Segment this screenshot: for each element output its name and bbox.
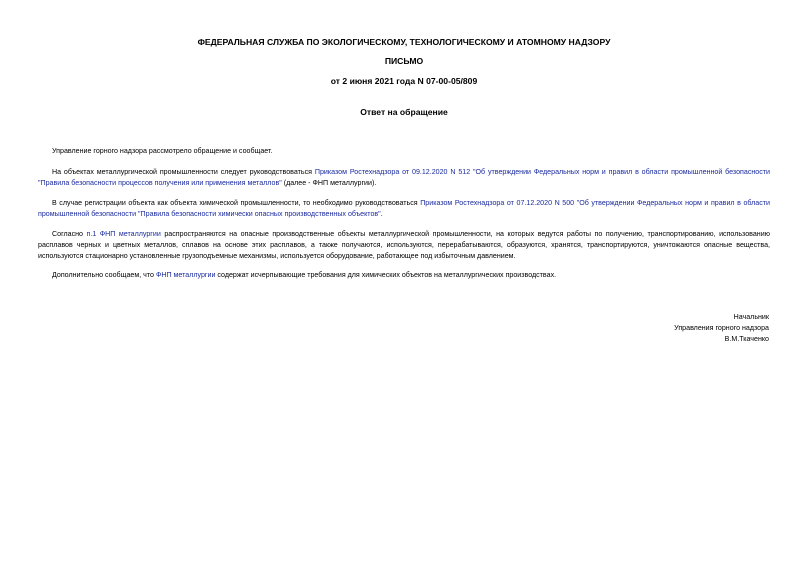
- document-type: ПИСЬМО: [384, 56, 424, 66]
- signature-name: В.М.Ткаченко: [724, 335, 769, 343]
- fnp-metallurgy-link[interactable]: ФНП металлургии: [155, 271, 216, 279]
- paragraph-2: [38, 167, 770, 189]
- paragraph-4: [38, 229, 770, 262]
- fnp-clause-1-link[interactable]: п.1 ФНП металлургии: [86, 230, 161, 238]
- order-500-link[interactable]: Приказом Ростехнадзора от 07.12.2020 N 500 "Об утверждении Федеральных норм и правил в области промышленной безопасности "Правила безопасности химически опасных производственных объектов": [38, 199, 771, 218]
- paragraph-5-before: Дополнительно сообщаем, что: [52, 271, 156, 279]
- paragraph-2-before: На объектах металлургической промышленности следует руководствоваться: [52, 168, 315, 176]
- paragraph-3: [38, 198, 770, 220]
- paragraph-2-after: (далее - ФНП металлургии).: [281, 179, 377, 187]
- order-512-link[interactable]: Приказом Ростехнадзора от 09.12.2020 N 512 "Об утверждении Федеральных норм и правил в области промышленной безопасности "Правила безопасности процессов получения или применения металлов": [38, 168, 770, 187]
- signature-department: Управления горного надзора: [674, 324, 769, 332]
- document-page: [38, 0, 770, 571]
- paragraph-4-after: распространяются на опасные производственные объекты металлургической промышленности, на которых ведутся работы по получению, транспортированию, использованию расплавов черных и цветных металлов, сплавов на основе этих расплавов, а также получаются, используются, перерабатываются, образуются, хранятся, транспортируются, уничтожаются опасные вещества, используются стационарно установленные грузоподъемные механизмы, используется оборудование, работающее под избыточным давлением.: [38, 230, 771, 260]
- agency-title: ФЕДЕРАЛЬНАЯ СЛУЖБА ПО ЭКОЛОГИЧЕСКОМУ, ТЕХНОЛОГИЧЕСКОМУ И АТОМНОМУ НАДЗОРУ: [197, 37, 611, 47]
- paragraph-1-text: Управление горного надзора рассмотрело обращение и сообщает.: [52, 147, 273, 155]
- signature-title: Начальник: [733, 313, 769, 321]
- document-subject: Ответ на обращение: [360, 107, 448, 117]
- paragraph-4-before: Согласно: [52, 230, 87, 238]
- document-date-number: от 2 июня 2021 года N 07-00-05/809: [330, 76, 478, 86]
- paragraph-3-before: В случае регистрации объекта как объекта химической промышленности, то необходимо руководствоваться: [52, 199, 421, 207]
- signature-block: [469, 312, 769, 345]
- paragraph-5: [38, 270, 770, 281]
- paragraph-5-after: содержат исчерпывающие требования для химических объектов на металлургических производствах.: [215, 271, 557, 279]
- paragraph-1: [38, 146, 770, 157]
- paragraph-3-after: .: [380, 210, 383, 218]
